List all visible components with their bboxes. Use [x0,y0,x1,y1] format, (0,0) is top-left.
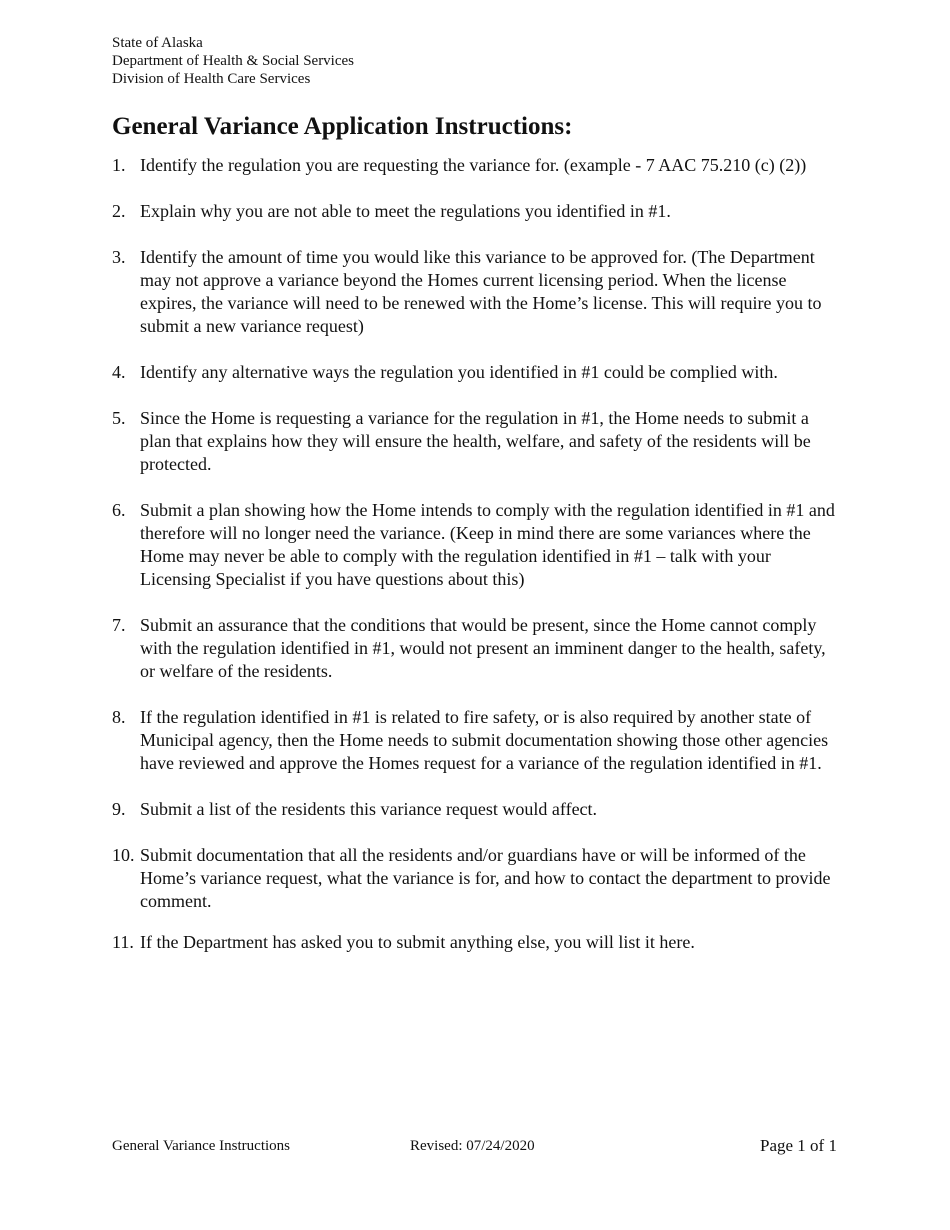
item-text: Submit documentation that all the residents and/or guardians have or will be informed of the Home’s variance request, what the variance is for, and how to contact the department to provide comment. [140,845,831,911]
page-title: General Variance Application Instructions: [112,113,573,140]
item-number: 9. [112,799,126,819]
footer-revised-date: Revised: 07/24/2020 [410,1138,535,1154]
instruction-item-4 [112,361,842,384]
item-number: 6. [112,500,126,520]
header-division: Division of Health Care Services [112,71,311,87]
item-text: Submit a list of the residents this variance request would affect. [140,799,598,819]
item-number: 5. [112,408,126,428]
item-text: Since the Home is requesting a variance for the regulation in #1, the Home needs to submit a plan that explains how they will ensure the health, welfare, and safety of the residents will be protected. [140,408,811,474]
item-number: 7. [112,615,126,635]
footer-page-number: Page 1 of 1 [760,1136,837,1155]
instruction-item-10 [112,844,842,913]
item-number: 1. [112,155,126,175]
header-department: Department of Health & Social Services [112,53,355,69]
instruction-item-9 [112,798,842,821]
header-state: State of Alaska [112,35,203,51]
item-number: 11. [112,932,134,952]
footer-document-name: General Variance Instructions [112,1138,290,1154]
item-text: If the regulation identified in #1 is related to fire safety, or is also required by another state of Municipal agency, then the Home needs to submit documentation showing those other agencies have reviewed and approve the Homes request for a variance of the regulation identified in #1. [140,707,829,773]
instruction-item-6 [112,499,842,591]
instruction-item-2 [112,200,842,223]
item-text: If the Department has asked you to submit anything else, you will list it here. [140,932,695,952]
item-text: Identify the amount of time you would like this variance to be approved for. (The Department may not approve a variance beyond the Homes current licensing period. When the license expires, the variance will need to be renewed with the Home’s license. This will require you to submit a new variance request) [140,247,822,336]
item-number: 10. [112,845,135,865]
item-text: Explain why you are not able to meet the regulations you identified in #1. [140,201,671,221]
agency-header [112,34,354,88]
item-number: 8. [112,707,126,727]
instruction-item-3 [112,246,842,338]
item-text: Submit an assurance that the conditions that would be present, since the Home cannot comply with the regulation identified in #1, would not present an imminent danger to the health, safety, or welfare of the residents. [140,615,826,681]
instruction-item-11 [112,931,842,954]
item-number: 3. [112,247,126,267]
item-number: 4. [112,362,126,382]
instruction-item-1 [112,154,842,177]
item-text: Identify the regulation you are requesting the variance for. (example - 7 AAC 75.210 (c) (2)) [140,155,807,175]
instruction-item-5 [112,407,842,476]
item-number: 2. [112,201,126,221]
instruction-list [112,154,842,977]
item-text: Submit a plan showing how the Home intends to comply with the regulation identified in #1 and therefore will no longer need the variance. (Keep in mind there are some variances where the Home may never be able to comply with the regulation identified in #1 – talk with your Licensing Specialist if you have questions about this) [140,500,835,589]
item-text: Identify any alternative ways the regulation you identified in #1 could be complied with. [140,362,778,382]
instruction-item-8 [112,706,842,775]
instruction-item-7 [112,614,842,683]
